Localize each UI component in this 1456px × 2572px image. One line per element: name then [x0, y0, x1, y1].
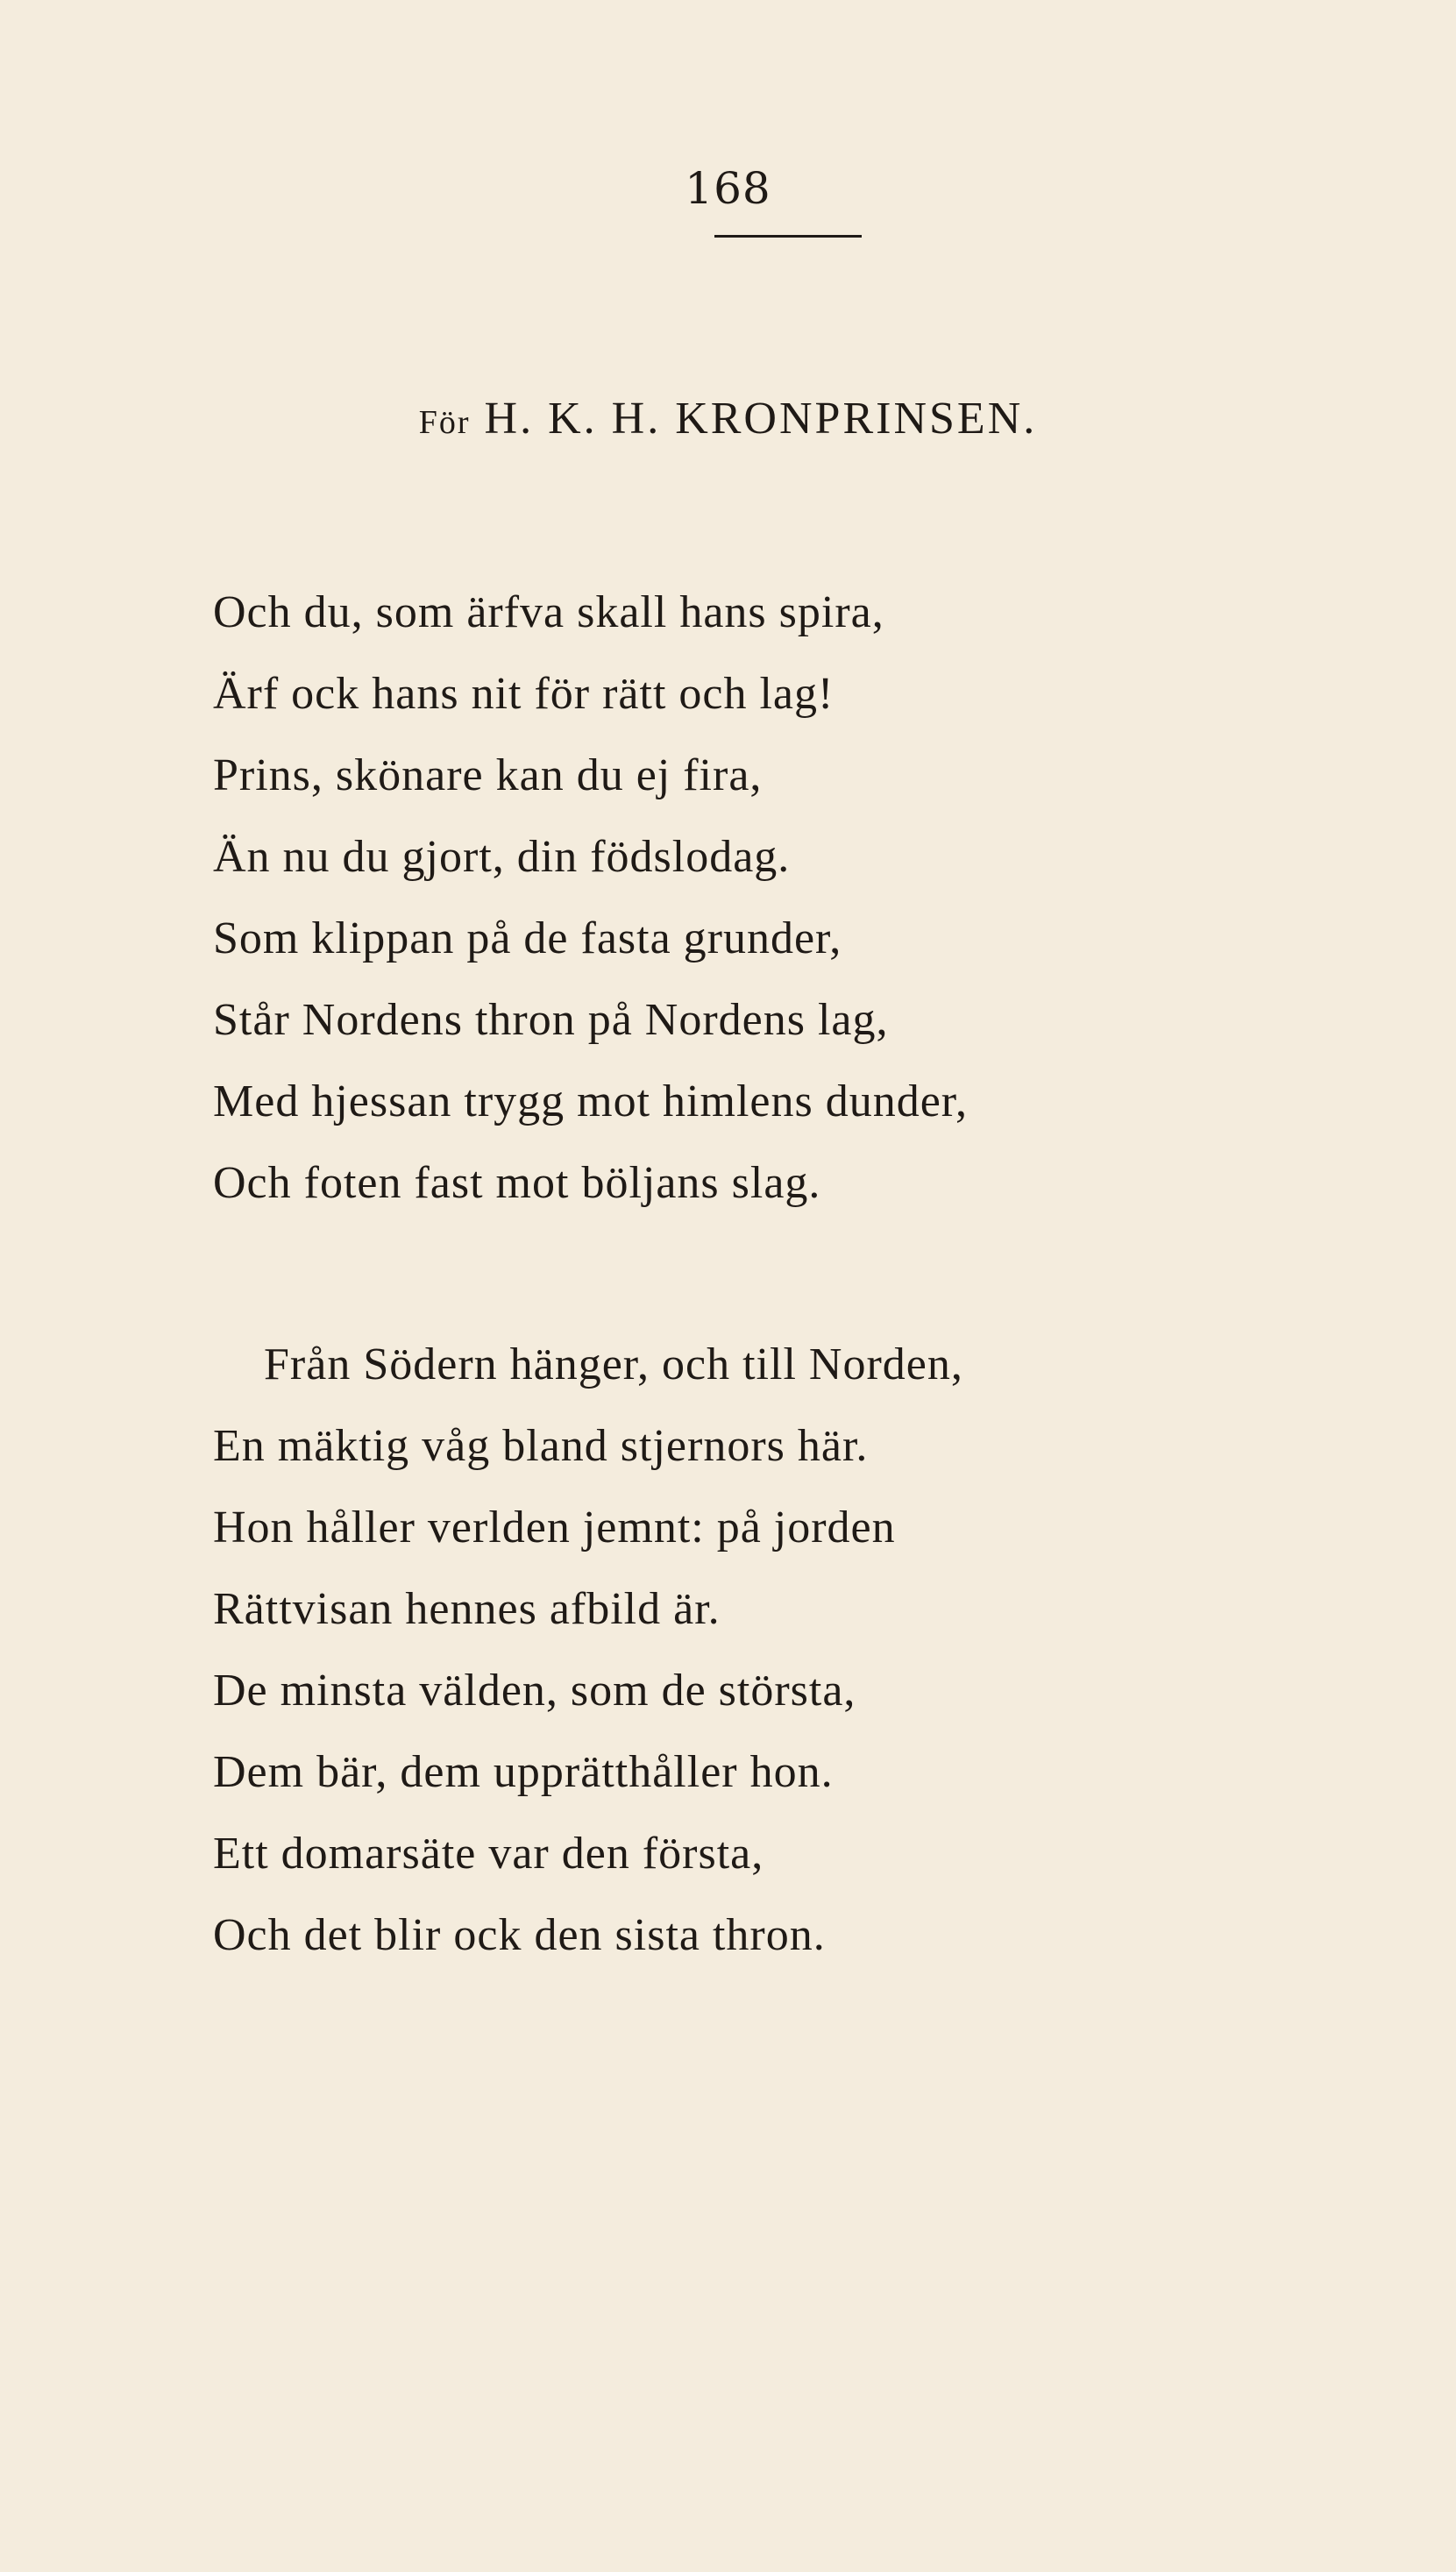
verse-line: Och du, som ärfva skall hans spira,	[213, 587, 884, 637]
verse-line: En mäktig våg bland stjernors här.	[213, 1421, 869, 1471]
verse-line: Och foten fast mot böljans slag.	[213, 1158, 821, 1208]
stanza-1	[213, 572, 1335, 1224]
verse-line: Rättvisan hennes afbild är.	[213, 1584, 721, 1634]
verse-line: Ett domarsäte var den första,	[213, 1829, 764, 1879]
verse-line: Prins, skönare kan du ej fira,	[213, 750, 763, 800]
verse-line: Och det blir ock den sista thron.	[213, 1910, 826, 1960]
verse-line: Än nu du gjort, din födslodag.	[213, 832, 791, 882]
verse-line: Står Nordens thron på Nordens lag,	[213, 995, 889, 1045]
verse-line: Hon håller verlden jemnt: på jorden	[213, 1503, 896, 1552]
page-number: 168	[685, 163, 771, 214]
stanza-2	[213, 1324, 1335, 1976]
verse-line: Ärf ock hans nit för rätt och lag!	[213, 669, 835, 719]
poem-heading	[0, 396, 1456, 442]
verse-line: Med hjessan trygg mot himlens dunder,	[213, 1076, 969, 1126]
heading-prefix: För	[418, 404, 471, 441]
page-number-rule	[714, 235, 862, 238]
verse-line: Från Södern hänger, och till Norden,	[264, 1339, 963, 1389]
verse-line: Som klippan på de fasta grunder,	[213, 913, 842, 963]
verse-line: De minsta välden, som de största,	[213, 1666, 856, 1716]
heading-title: H. K. H. KRONPRINSEN.	[484, 394, 1038, 444]
verse-line: Dem bär, dem upprätthåller hon.	[213, 1747, 834, 1797]
